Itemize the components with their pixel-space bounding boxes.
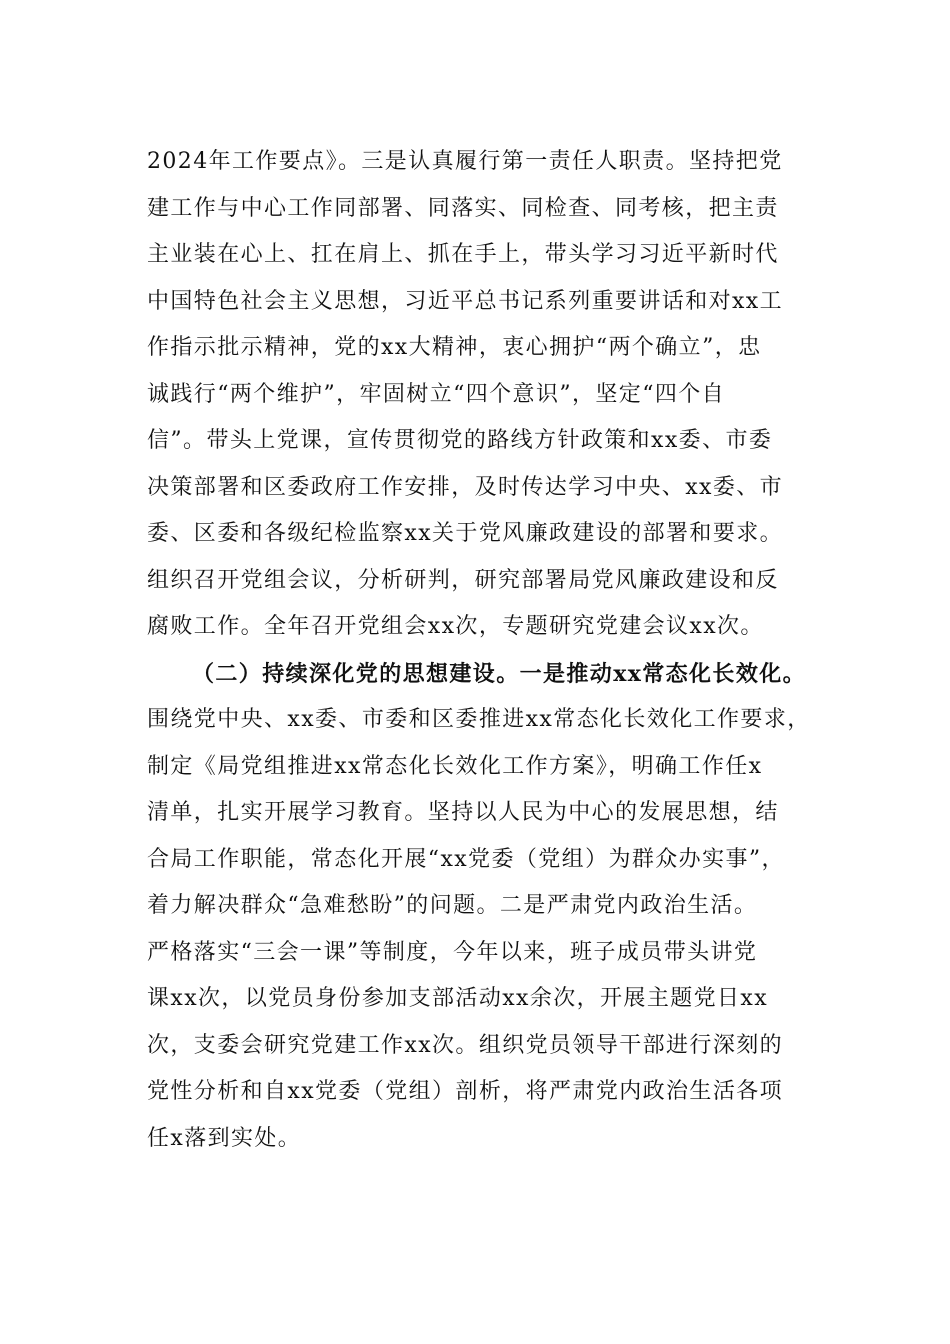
body-text-line: 中国特色社会主义思想，习近平总书记系列重要讲话和对xx工 — [147, 289, 784, 314]
body-text-line: 主业装在心上、扛在肩上、抓在手上，带头学习习近平新时代 — [147, 242, 779, 267]
body-text-line: 2024年工作要点》。三是认真履行第一责任人职责。坚持把党 — [147, 149, 783, 174]
body-text-line: 诚践行“两个维护”，牢固树立“四个意识”，坚定“四个自 — [147, 382, 726, 407]
body-text-line: 决策部署和区委政府工作安排，及时传达学习中央、xx委、市 — [147, 475, 784, 500]
body-text-line: 建工作与中心工作同部署、同落实、同检查、同考核，把主责 — [147, 196, 779, 221]
body-text-line: 委、区委和各级纪检监察xx关于党风廉政建设的部署和要求。 — [147, 521, 784, 546]
body-text-line: 腐败工作。全年召开党组会xx次，专题研究党建会议xx次。 — [147, 614, 764, 639]
body-text-line: 次，支委会研究党建工作xx次。组织党员领导干部进行深刻的 — [147, 1033, 784, 1058]
body-text-line: 合局工作职能，常态化开展“xx党委（党组）为群众办实事”， — [147, 847, 785, 872]
body-text-line: 严格落实“三会一课”等制度，今年以来，班子成员带头讲党 — [147, 940, 758, 965]
body-text-line: 党性分析和自xx党委（党组）剖析，将严肃党内政治生活各项 — [147, 1079, 784, 1104]
body-text-line: 组织召开党组会议，分析研判，研究部署局党风廉政建设和反 — [147, 568, 779, 593]
body-text-line: 围绕党中央、xx委、市委和区委推进xx常态化长效化工作要求， — [147, 707, 811, 732]
body-text-line: 着力解决群众“急难愁盼”的问题。二是严肃党内政治生活。 — [147, 893, 758, 918]
body-text-line: 任x落到实处。 — [147, 1126, 302, 1151]
section-heading: （二）持续深化党的思想建设。一是推动xx常态化长效化。 — [192, 661, 807, 687]
body-text-line: 信”。带头上党课，宣传贯彻党的路线方针政策和xx委、市委 — [147, 428, 773, 453]
body-text-line: 作指示批示精神，党的xx大精神，衷心拥护“两个确立”，忠 — [147, 335, 762, 360]
body-text-line: 制定《局党组推进xx常态化长效化工作方案》，明确工作任x — [147, 754, 763, 779]
body-text-line: 清单，扎实开展学习教育。坚持以人民为中心的发展思想，结 — [147, 800, 779, 825]
body-text-line: 课xx次，以党员身份参加支部活动xx余次，开展主题党日xx — [147, 986, 769, 1011]
